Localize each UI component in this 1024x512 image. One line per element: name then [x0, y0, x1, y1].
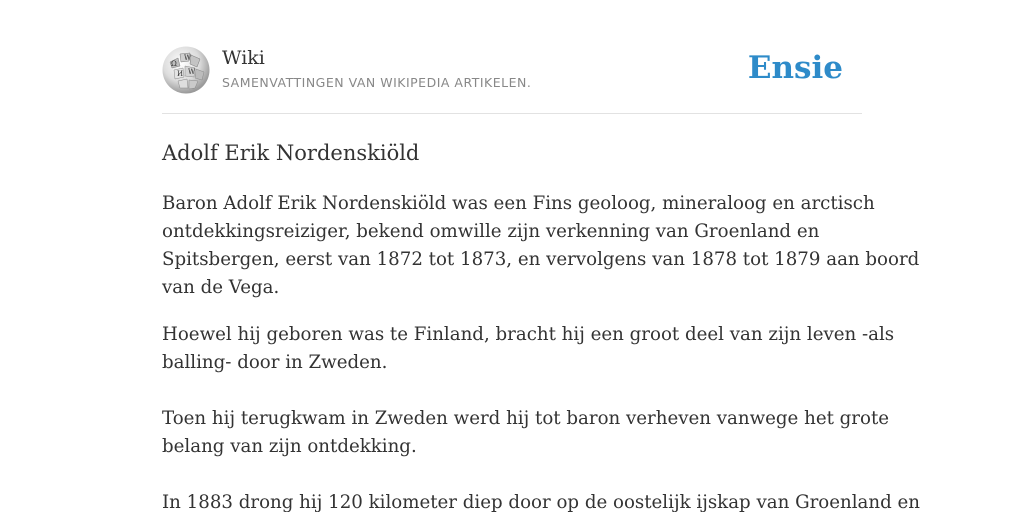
text-line: belang van zijn ontdekking. — [162, 436, 417, 457]
paragraph-intro — [162, 190, 920, 302]
page — [162, 0, 920, 512]
text-line: van de Vega. — [162, 277, 280, 298]
svg-text:W: W — [188, 68, 196, 76]
svg-text:W: W — [184, 54, 192, 62]
article-title: Adolf Erik Nordenskiöld — [162, 141, 420, 165]
line-break — [162, 377, 862, 405]
article-content — [162, 190, 920, 512]
ensie-brand-link[interactable]: Ensie — [747, 50, 843, 86]
text-line: balling- door in Zweden. — [162, 352, 388, 373]
svg-text:Ω: Ω — [171, 60, 177, 68]
text-line: Toen hij terugkwam in Zweden werd hij tot baron verheven vanwege het grote — [162, 408, 890, 429]
site-subtitle: SAMENVATTINGEN VAN WIKIPEDIA ARTIKELEN. — [222, 75, 532, 90]
svg-text:И: И — [177, 70, 184, 78]
paragraph-body — [162, 321, 920, 512]
site-title[interactable]: Wiki — [222, 47, 265, 69]
site-header — [162, 0, 862, 114]
wikipedia-globe-icon[interactable] — [162, 46, 210, 94]
text-line: In 1883 drong hij 120 kilometer diep door op de oostelijk ijskap van Groenland en — [162, 492, 920, 512]
text-line: ontdekkingsreiziger, bekend omwille zijn verkenning van Groenland en — [162, 221, 820, 242]
text-line: Baron Adolf Erik Nordenskiöld was een Fins geoloog, mineraloog en arctisch — [162, 193, 875, 214]
text-line: Spitsbergen, eerst van 1872 tot 1873, en vervolgens van 1878 tot 1879 aan boord — [162, 249, 920, 270]
text-line: Hoewel hij geboren was te Finland, bracht hij een groot deel van zijn leven -als — [162, 324, 895, 345]
line-break — [162, 461, 862, 489]
